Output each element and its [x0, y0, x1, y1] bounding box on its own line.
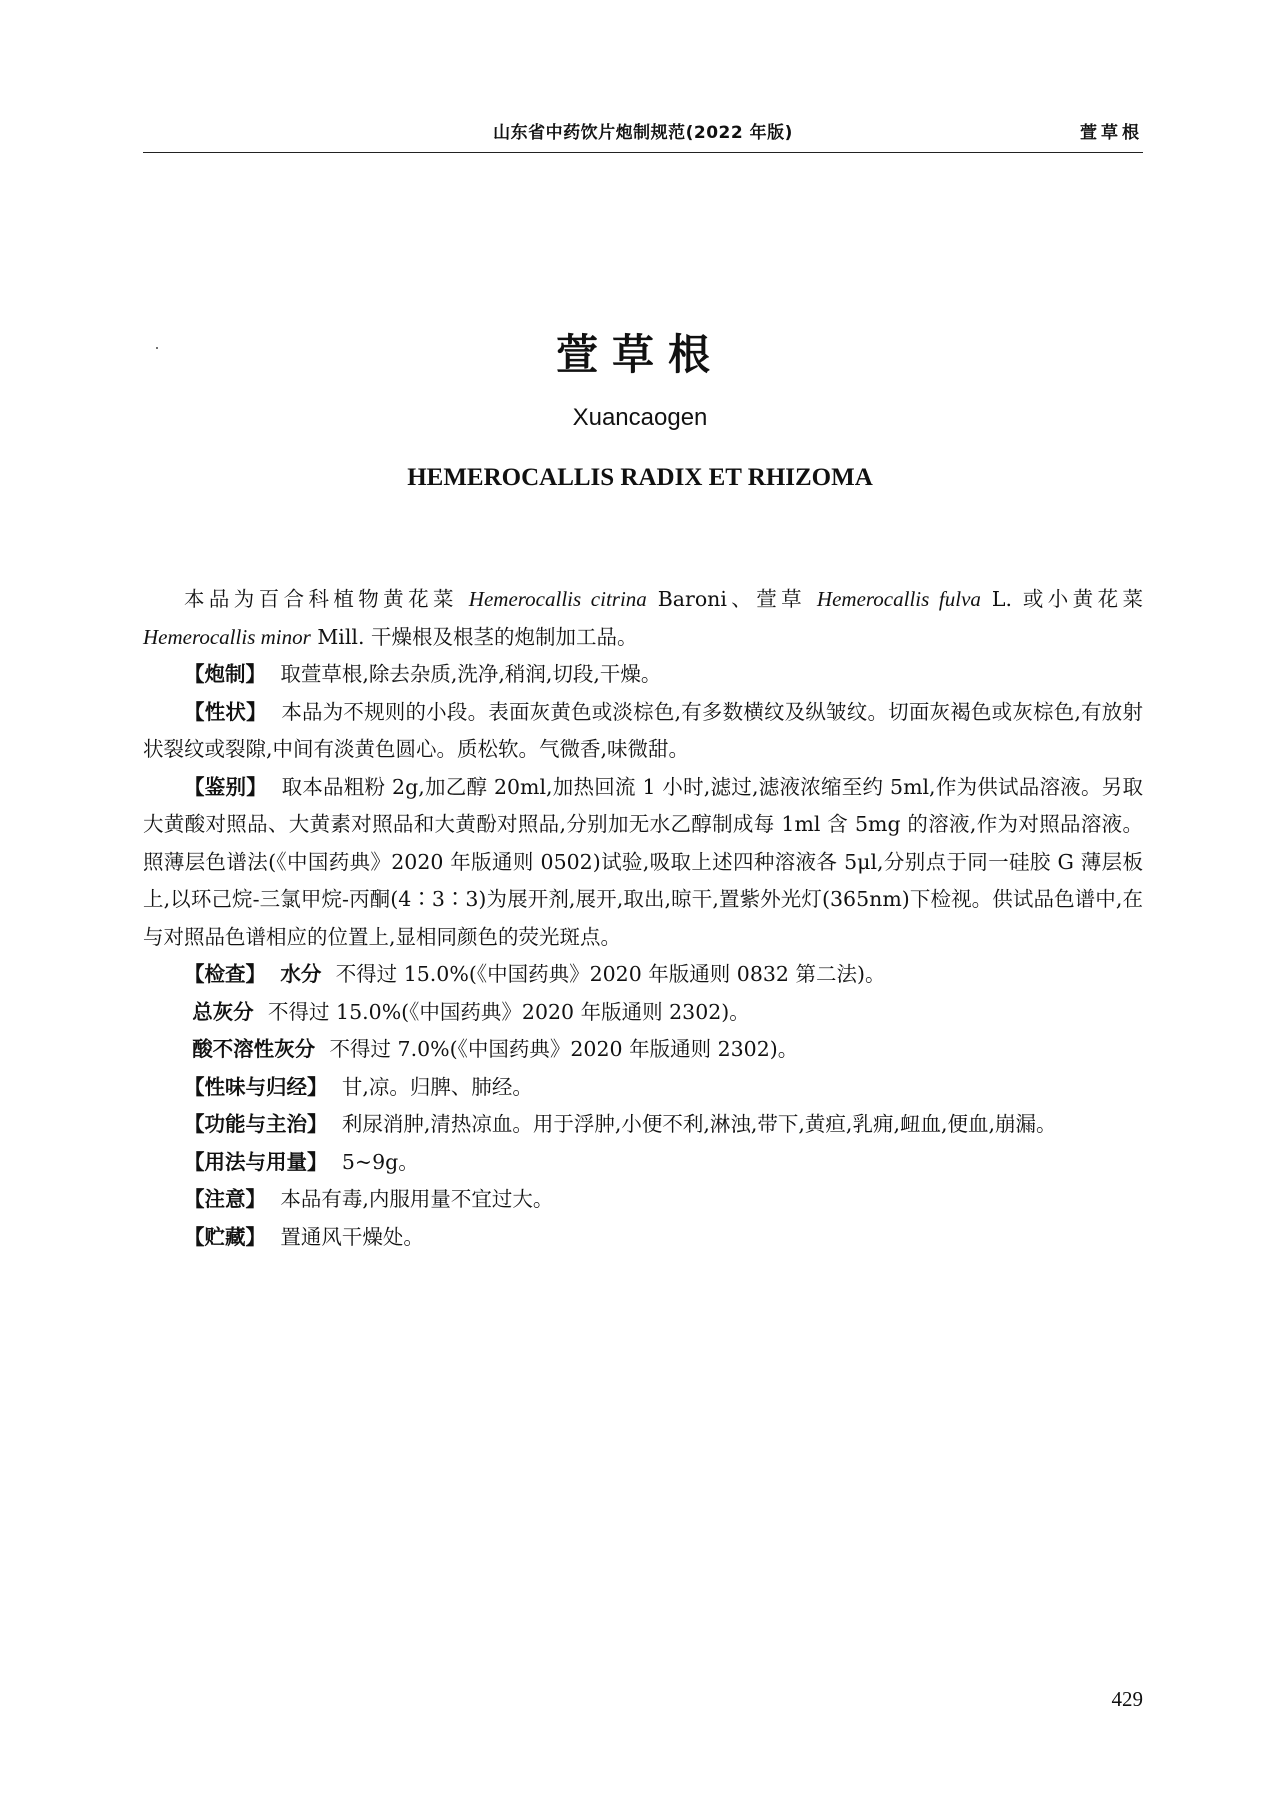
identification-label: 【鉴别】: [184, 774, 267, 799]
pinyin-name: Xuancaogen: [572, 404, 708, 431]
total-ash-label: 总灰分: [192, 999, 254, 1024]
usage-section: [143, 1144, 1143, 1182]
latin-name: HEMEROCALLIS RADIX ET RHIZOMA: [407, 464, 873, 491]
storage-section: [143, 1219, 1143, 1257]
function-section: [143, 1106, 1143, 1144]
intro-text-2: Baroni、萱草: [646, 587, 817, 611]
monograph-body: [143, 581, 1143, 1256]
acid-ash-row: [143, 1031, 1143, 1069]
acid-ash-label: 酸不溶性灰分: [192, 1037, 316, 1061]
intro-text-4: Mill. 干燥根及根茎的炮制加工品。: [310, 624, 638, 649]
identification-text: 取本品粗粉 2g,加乙醇 20ml,加热回流 1 小时,滤过,滤液浓缩至约 5ml,作为供试品溶液。另取大黄酸对照品、大黄素对照品和大黄酚对照品,分别加无水乙醇制成每 1ml 含 5mg 的溶液,作为对照品溶液。照薄层色谱法(《中国药典》2020 年版通则 0502)试验,吸取上述四种溶液各 5μl,分别点于同一硅胶 G 薄层板上,以环己烷-三氯甲烷-丙酮(4∶3∶3)为展开剂,展开,取出,晾干,置紫外光灯(365nm)下检视。供试品色谱中,在与对照品色谱相应的位置上,显相同颜色的荧光斑点。: [143, 774, 1144, 949]
inspection-section: [143, 956, 1143, 994]
page-number: 429: [1111, 1687, 1143, 1711]
processing-label: 【炮制】: [184, 662, 266, 686]
caution-text: 本品有毒,内服用量不宜过大。: [280, 1187, 554, 1211]
total-ash-row: [143, 994, 1143, 1032]
inspection-label: 【检查】: [184, 962, 266, 986]
property-text: 甘,凉。归脾、肺经。: [341, 1074, 533, 1099]
total-ash-text: 不得过 15.0%(《中国药典》2020 年版通则 2302)。: [268, 999, 750, 1024]
identification-section: [143, 769, 1143, 957]
intro-text-3: L. 或小黄花菜: [980, 587, 1143, 611]
moisture-label: 水分: [280, 962, 322, 986]
caution-label: 【注意】: [184, 1187, 266, 1211]
storage-label: 【贮藏】: [184, 1224, 266, 1249]
book-title: 山东省中药饮片炮制规范(2022 年版): [493, 123, 793, 143]
function-label: 【功能与主治】: [184, 1112, 328, 1136]
processing-text: 取萱草根,除去杂质,洗净,稍润,切段,干燥。: [280, 662, 662, 686]
page-title: 萱草根: [555, 330, 724, 379]
description-text: 本品为不规则的小段。表面灰黄色或淡棕色,有多数横纹及纵皱纹。切面灰褐色或灰棕色,有放射状裂纹或裂隙,中间有淡黄色圆心。质松软。气微香,味微甜。: [143, 699, 1144, 761]
entry-name: 萱草根: [1080, 123, 1143, 143]
description-label: 【性状】: [184, 699, 267, 724]
species-fulva: Hemerocallis fulva: [816, 587, 981, 611]
description-section: [143, 694, 1143, 769]
acid-ash-text: 不得过 7.0%(《中国药典》2020 年版通则 2302)。: [329, 1037, 799, 1061]
running-header: [143, 118, 1143, 153]
species-minor: Hemerocallis minor: [143, 624, 311, 649]
function-text: 利尿消肿,清热凉血。用于浮肿,小便不利,淋浊,带下,黄疸,乳痈,衄血,便血,崩漏。: [341, 1112, 1057, 1136]
processing-section: [143, 656, 1143, 694]
storage-text: 置通风干燥处。: [280, 1224, 424, 1249]
intro-text-1: 本品为百合科植物黄花菜: [184, 587, 469, 611]
property-section: [143, 1069, 1143, 1107]
moisture-text: 不得过 15.0%(《中国药典》2020 年版通则 0832 第二法)。: [335, 962, 886, 986]
usage-text: 5~9g。: [341, 1149, 419, 1174]
caution-section: [143, 1181, 1143, 1219]
intro-paragraph: [143, 581, 1143, 656]
usage-label: 【用法与用量】: [184, 1149, 328, 1174]
species-citrina: Hemerocallis citrina: [468, 587, 647, 611]
property-label: 【性味与归经】: [184, 1074, 328, 1099]
